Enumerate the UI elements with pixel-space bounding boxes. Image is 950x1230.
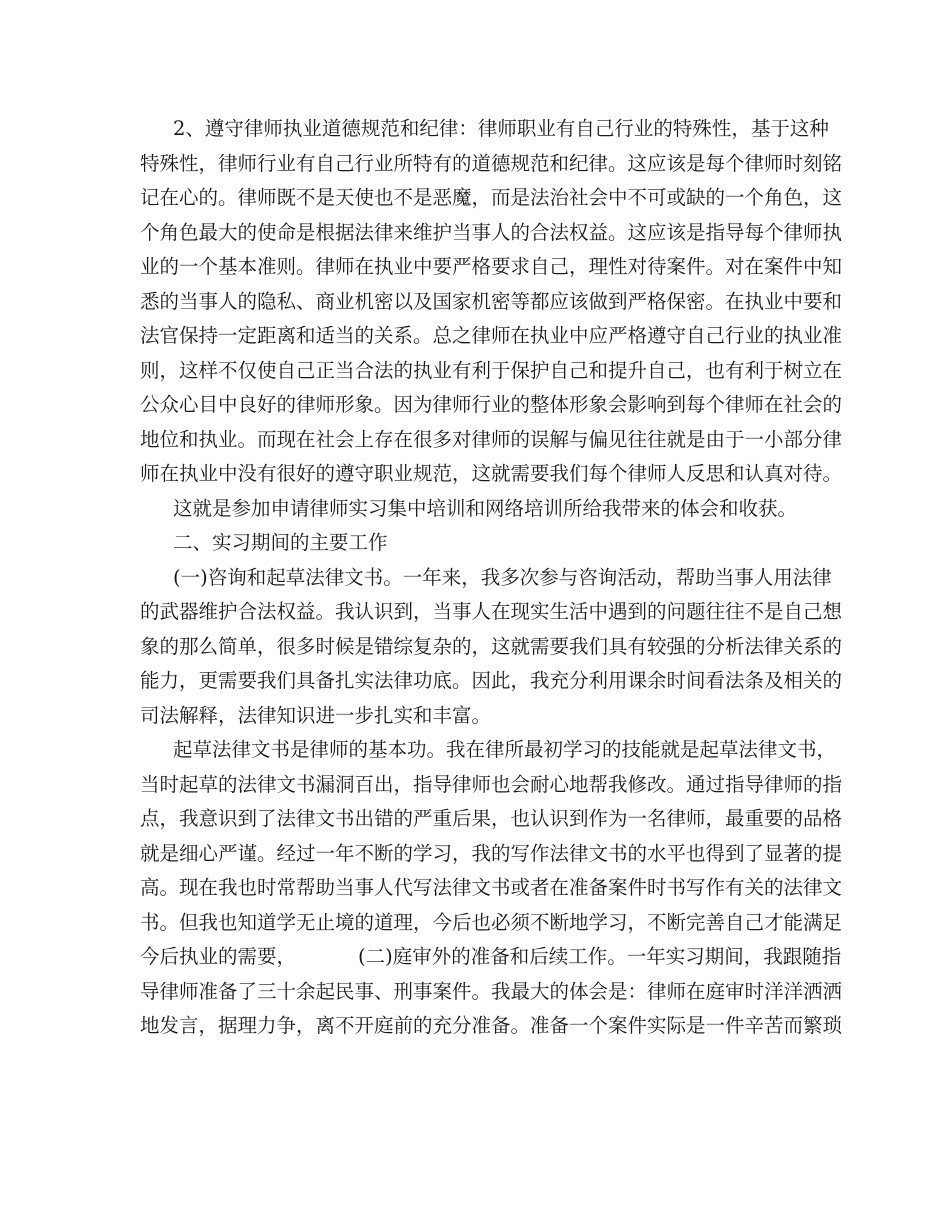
text-line: 当时起草的法律文书漏洞百出，指导律师也会耐心地帮我修改。通过指导律师的指: [140, 772, 843, 796]
section-heading: 二、实习期间的主要工作: [173, 531, 388, 554]
text-line: 记在心的。律师既不是天使也不是恶魔，而是法治社会中不可或缺的一个角色，这: [140, 186, 843, 209]
text-line: 地位和执业。而现在社会上存在很多对律师的误解与偏见往往就是由于一小部分律: [140, 427, 843, 451]
text-line: 司法解释，法律知识进一步扎实和丰富。: [140, 703, 492, 727]
text-line: 高。现在我也时常帮助当事人代写法律文书或者在准备案件时书写作有关的法律文: [140, 876, 843, 899]
text-line: 就是细心严谨。经过一年不断的学习，我的写作法律文书的水平也得到了显著的提: [140, 841, 843, 865]
text-line: 的武器维护合法权益。我认识到，当事人在现实生活中遇到的问题往往不是自己想: [140, 600, 843, 623]
text-line: 师在执业中没有很好的遵守职业规范，这就需要我们每个律师人反思和认真对待。: [140, 462, 843, 485]
document-body: [140, 112, 843, 1044]
text-line: 能力，更需要我们具备扎实法律功底。因此，我充分利用课余时间看法条及相关的: [140, 669, 843, 692]
text-line: 起草法律文书是律师的基本功。我在律所最初学习的技能就是起草法律文书，: [173, 738, 837, 761]
text-line: 导律师准备了三十余起民事、刑事案件。我最大的体会是：律师在庭审时洋洋洒洒: [140, 979, 843, 1003]
text-line: 今后执业的需要， (二)庭审外的准备和后续工作。一年实习期间，我跟随指: [140, 945, 842, 968]
text-line: 特殊性，律师行业有自己行业所特有的道德规范和纪律。这应该是每个律师时刻铭: [140, 151, 843, 175]
text-line: 悉的当事人的隐私、商业机密以及国家机密等都应该做到严格保密。在执业中要和: [140, 289, 843, 313]
text-line: 地发言，据理力争，离不开庭前的充分准备。准备一个案件实际是一件辛苦而繁琐: [140, 1014, 843, 1037]
text-line: (一)咨询和起草法律文书。一年来，我多次参与咨询活动，帮助当事人用法律: [173, 565, 832, 589]
text-line: 象的那么简单，很多时候是错综复杂的，这就需要我们具有较强的分析法律关系的: [140, 634, 843, 658]
text-line: 点，我意识到了法律文书出错的严重后果，也认识到作为一名律师，最重要的品格: [140, 807, 843, 830]
text-line: 则，这样不仅使自己正当合法的执业有利于保护自己和提升自己，也有利于树立在: [140, 358, 843, 382]
text-line: 个角色最大的使命是根据法律来维护当事人的合法权益。这应该是指导每个律师执: [140, 220, 843, 244]
text-line: 法官保持一定距离和适当的关系。总之律师在执业中应严格遵守自己行业的执业准: [140, 324, 843, 347]
text-line: 这就是参加申请律师实习集中培训和网络培训所给我带来的体会和收获。: [173, 496, 798, 520]
text-line: 业的一个基本准则。律师在执业中要严格要求自己，理性对待案件。对在案件中知: [140, 255, 843, 278]
text-line: 书。但我也知道学无止境的道理，今后也必须不断地学习，不断完善自己才能满足: [140, 910, 843, 934]
text-line: 2、遵守律师执业道德规范和纪律：律师职业有自己行业的特殊性，基于这种: [173, 117, 829, 140]
text-line: 公众心目中良好的律师形象。因为律师行业的整体形象会影响到每个律师在社会的: [140, 393, 843, 416]
